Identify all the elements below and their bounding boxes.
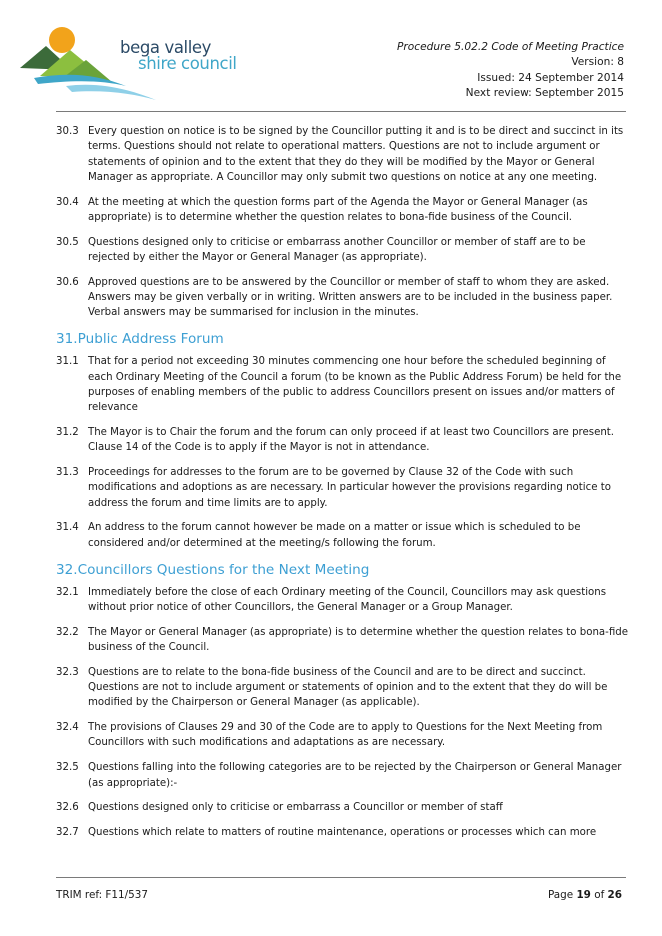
clause-text: At the meeting at which the question forms part of the Agenda the Mayor or General Manager (as appropriate) is to determine whether the question relates to bona-fide business of the Council. <box>88 196 588 223</box>
clause-text: Questions which relate to matters of routine maintenance, operations or processes which can more <box>88 827 597 839</box>
clause-number: 32.7 <box>56 827 79 839</box>
section-heading-31: 31.Public Address Forum <box>56 331 224 348</box>
clause-number: 30.6 <box>56 276 79 288</box>
page-total: 26 <box>607 889 622 901</box>
clause-32-2 <box>56 625 628 656</box>
clause-30-6 <box>56 275 628 321</box>
version-label: Version: 8 <box>571 56 624 69</box>
clause-30-3 <box>56 124 628 185</box>
page-prefix: Page <box>547 889 577 901</box>
clause-number: 31.1 <box>56 356 79 368</box>
clause-number: 30.4 <box>56 196 79 208</box>
clause-number: 31.4 <box>56 522 79 534</box>
clause-text: Proceedings for addresses to the forum are to be governed by Clause 32 of the Code with such modifications and adoptions as are necessary. In particular however the provisions regarding notice to address the forum and time limits are to apply. <box>88 467 611 509</box>
document-metadata <box>397 40 624 102</box>
procedure-title: Procedure 5.02.2 Code of Meeting Practice <box>397 41 624 53</box>
clause-30-5 <box>56 235 628 266</box>
clause-number: 32.5 <box>56 762 79 774</box>
clause-number: 32.3 <box>56 666 79 678</box>
clause-32-4 <box>56 720 628 751</box>
clause-number: 32.6 <box>56 802 79 814</box>
clause-text: The Mayor or General Manager (as appropriate) is to determine whether the question relates to bona-fide business of the Council. <box>88 626 628 653</box>
clause-text: That for a period not exceeding 30 minutes commencing one hour before the scheduled beginning of each Ordinary Meeting of the Council a forum (to be known as the Public Address Forum) be held for the purposes of enabling members of the public to address Councillors present on issues and/or matters of relevance <box>88 356 622 414</box>
clause-32-6 <box>56 800 628 815</box>
issued-date: Issued: 24 September 2014 <box>477 71 624 84</box>
section-heading-32: 32.Councillors Questions for the Next Meeting <box>56 561 370 578</box>
clause-32-5 <box>56 760 628 791</box>
clause-number: 32.1 <box>56 586 79 598</box>
clause-31-2 <box>56 425 628 456</box>
clause-32-3 <box>56 665 628 711</box>
page-number <box>548 889 622 901</box>
clause-text: Every question on notice is to be signed by the Councillor putting it and is to be direct and succinct in its terms. Questions should not relate to operational matters. Questions are not to include argument or statements of opinion and to the extent that they do they will be modified by the Mayor or General Manager as appropriate. A Councillor may only submit two questions on notice at any one meeting. <box>88 126 624 183</box>
clause-text: Questions are to relate to the bona-fide business of the Council and are to be direct and succinct. Questions are not to include argument or statements of opinion and to the extent that they do will be modified by the Chairperson or General Manager (as applicable). <box>88 666 608 709</box>
footer-divider <box>56 877 626 878</box>
clause-text: The provisions of Clauses 29 and 30 of the Code are to apply to Questions for the Next Meeting from Councillors with such modifications and adaptations as are necessary. <box>88 722 603 749</box>
logo-wordmark <box>120 40 237 72</box>
clause-number: 31.3 <box>56 467 79 479</box>
page-of: of <box>590 889 608 901</box>
logo-line-bega-valley: bega valley <box>120 38 212 57</box>
page-footer <box>56 889 622 901</box>
header-divider <box>56 111 626 112</box>
logo-line-shire-council: shire council <box>138 54 237 73</box>
clause-31-4 <box>56 520 628 551</box>
council-logo <box>16 24 246 102</box>
clause-number: 30.3 <box>56 126 79 137</box>
clause-30-4 <box>56 195 628 226</box>
clause-number: 30.5 <box>56 236 79 248</box>
page-current: 19 <box>576 889 591 901</box>
clause-31-3 <box>56 465 628 511</box>
clause-32-1 <box>56 585 628 616</box>
clause-number: 32.2 <box>56 626 79 638</box>
document-body <box>56 124 628 850</box>
clause-text: An address to the forum cannot however be made on a matter or issue which is scheduled to be considered and/or determined at the meeting/s following the forum. <box>88 522 581 549</box>
clause-31-1 <box>56 354 628 415</box>
clause-text: Questions falling into the following categories are to be rejected by the Chairperson or General Manager (as appropriate):- <box>88 762 622 789</box>
clause-text: The Mayor is to Chair the forum and the forum can only proceed if at least two Councillors are present. Clause 14 of the Code is to apply if the Mayor is not in attendance. <box>88 426 615 454</box>
clause-number: 32.4 <box>56 722 79 734</box>
clause-text: Questions designed only to criticise or embarrass a Councillor or member of staff <box>88 802 503 814</box>
clause-text: Approved questions are to be answered by the Councillor or member of staff to whom they are asked. Answers may be given verbally or in writing. Written answers are to be included in the business paper. Verbal answers may be summarised for inclusion in the minutes. <box>88 276 613 319</box>
next-review-date: Next review: September 2015 <box>465 87 624 100</box>
clause-text: Questions designed only to criticise or embarrass another Councillor or member of staff are to be rejected by either the Mayor or General Manager (as appropriate). <box>88 236 586 264</box>
clause-text: Immediately before the close of each Ordinary meeting of the Council, Councillors may ask questions without prior notice of other Councillors, the General Manager or a Group Manager. <box>88 586 607 613</box>
trim-reference: TRIM ref: F11/537 <box>56 889 148 901</box>
clause-number: 31.2 <box>56 426 79 438</box>
clause-32-7 <box>56 825 628 840</box>
